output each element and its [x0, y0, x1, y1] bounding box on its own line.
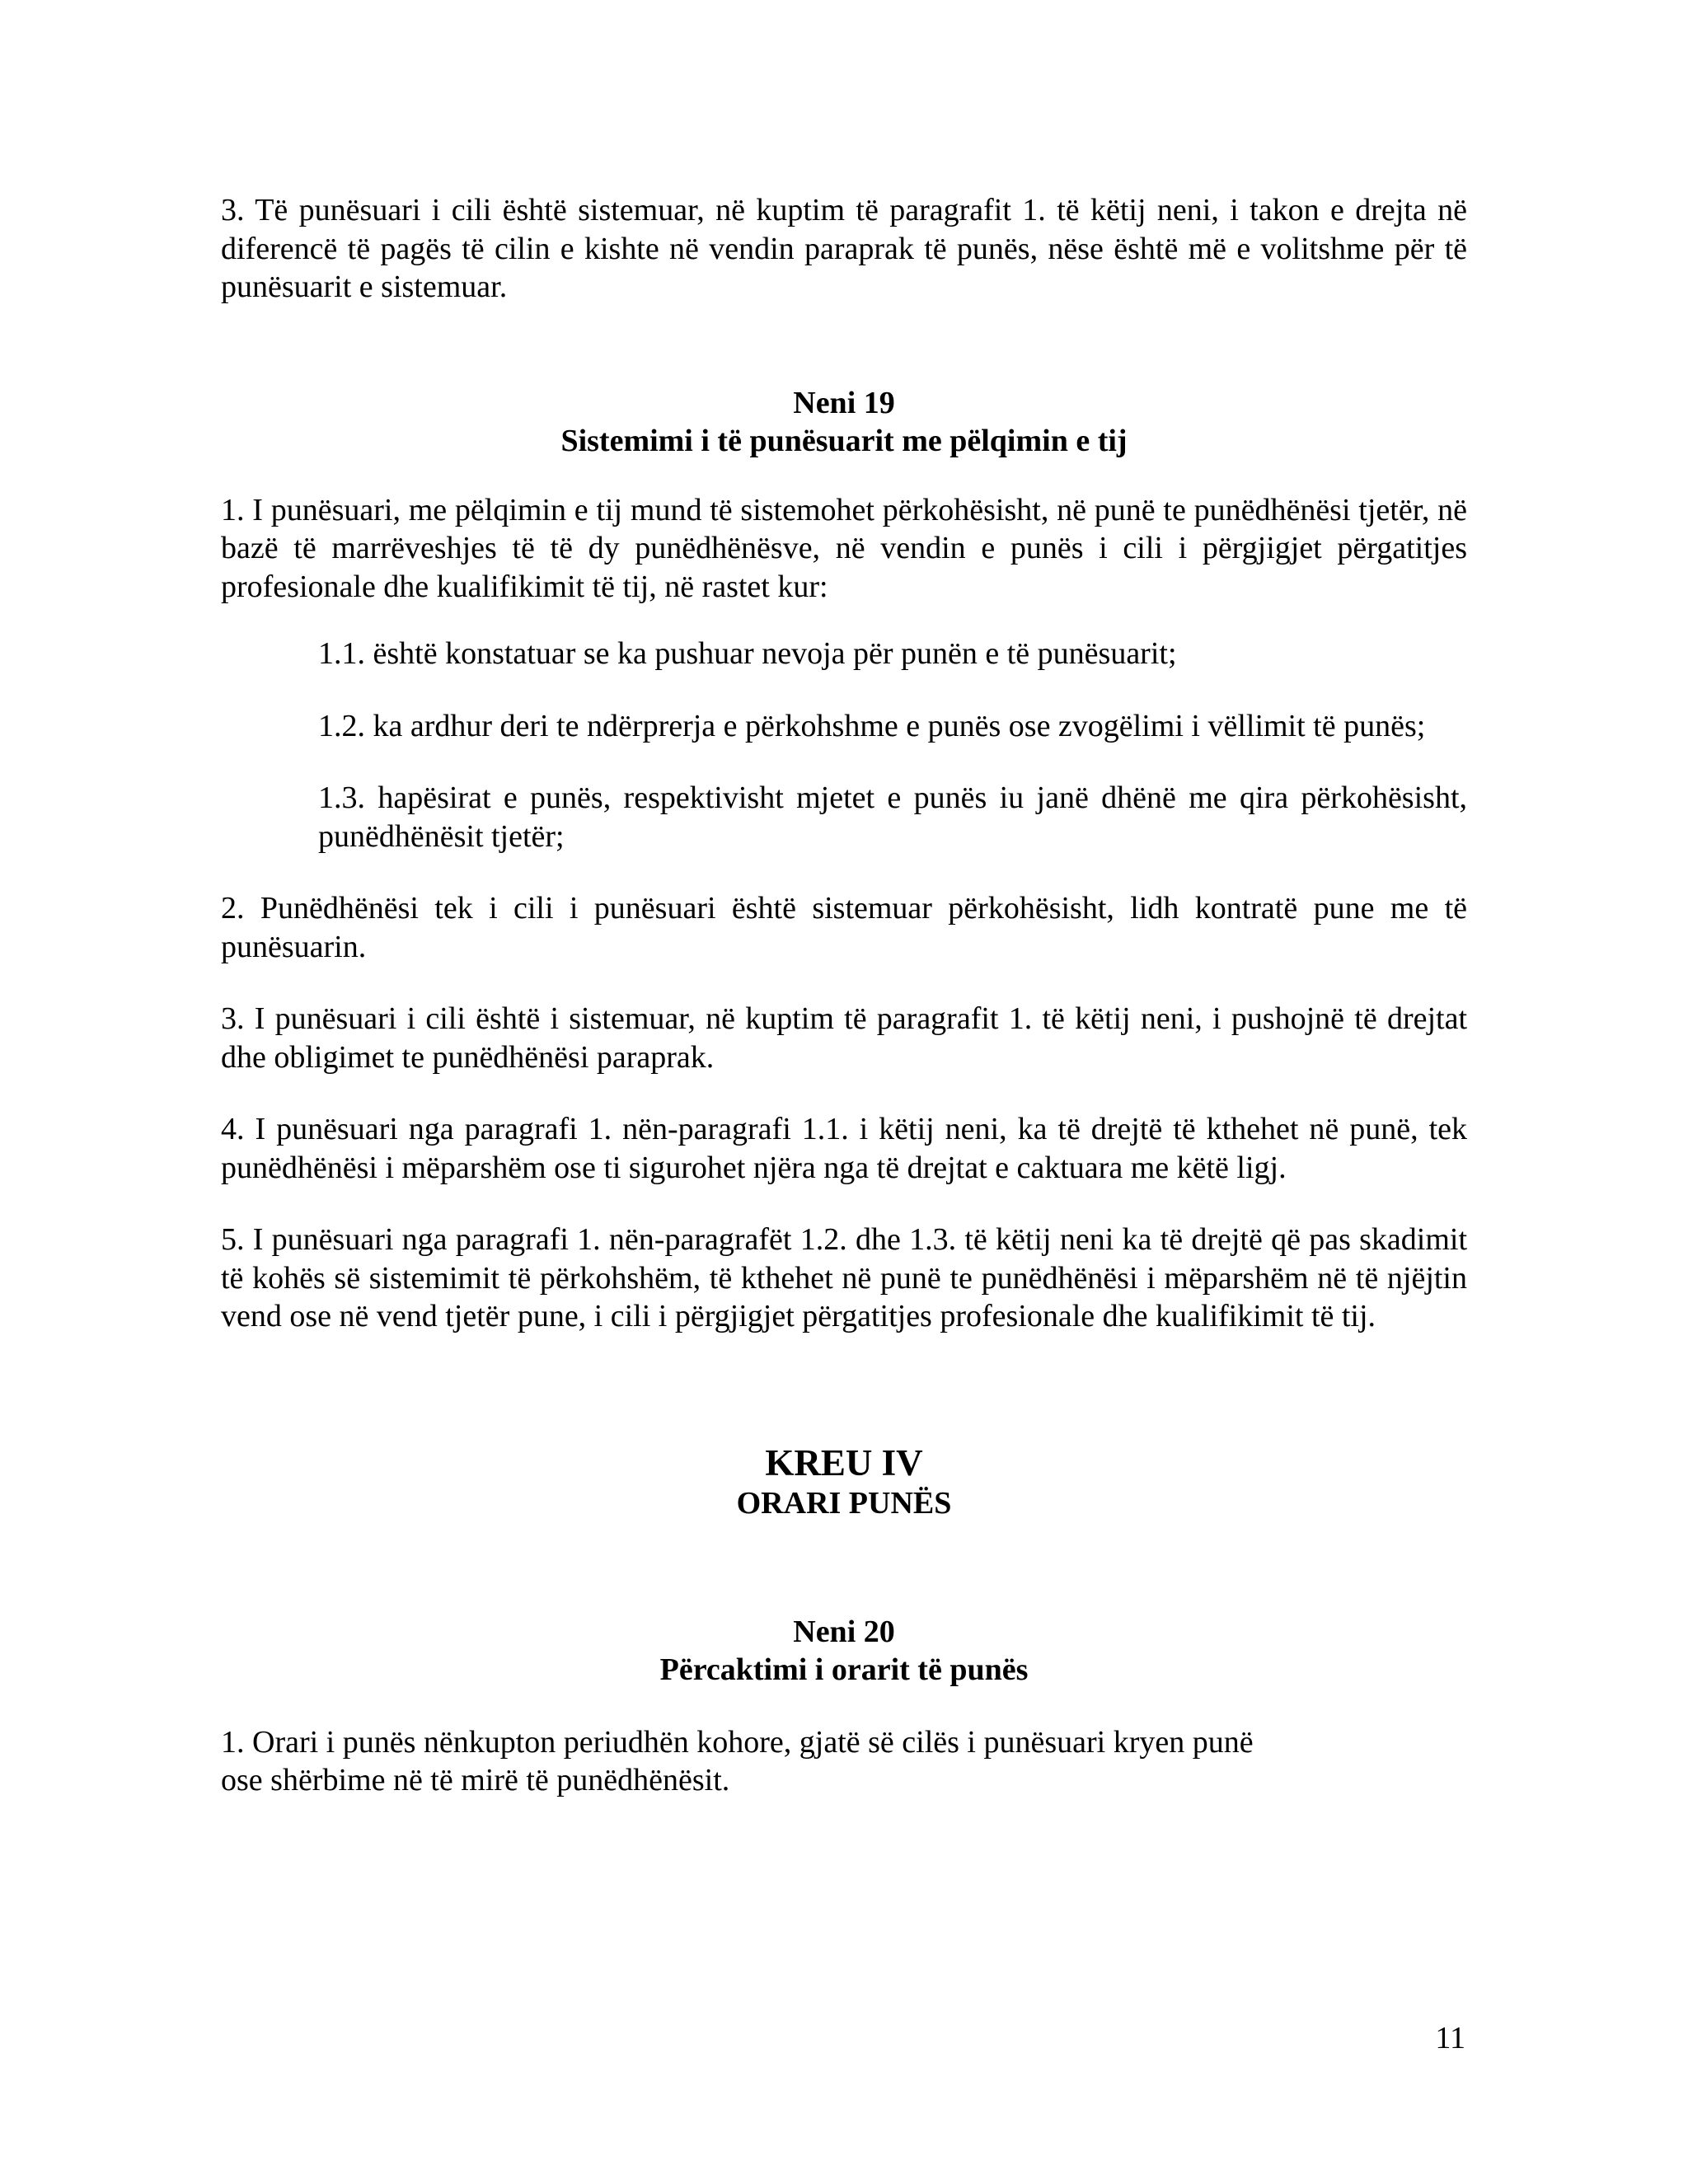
neni-19-number: Neni 19	[793, 385, 895, 420]
neni-19-item-1-3: 1.3. hapësirat e punës, respektivisht mjetet e punës iu janë dhënë me qira përkohësisht, punëdhënësit tjetër;	[318, 780, 1467, 854]
kreu-subtitle: ORARI PUNËS	[736, 1485, 952, 1521]
neni-19-paragraph-4: 4. I punësuari nga paragrafi 1. nën-paragrafi 1.1. i këtij neni, ka të drejtë të kthehet në punë, tek punëdhënësi i mëparshëm ose ti sigurohet njëra nga të drejtat e caktuara me këtë ligj.	[221, 1112, 1467, 1185]
neni-19-heading	[221, 384, 1467, 460]
page-number: 11	[1435, 2021, 1465, 2055]
neni-20-title: Përcaktimi i orarit të punës	[659, 1652, 1029, 1687]
neni-19-paragraph-1: 1. I punësuari, me pëlqimin e tij mund të sistemohet përkohësisht, në punë te punëdhënësi tjetër, në bazë të marrëveshjes të të dy punëdhënësve, në vendin e punës i cili i përgjigjet përgatitjes profesionale dhe kualifikimit të tij, në rastet kur:	[221, 492, 1467, 604]
neni-19-paragraph-2: 2. Punëdhënësi tek i cili i punësuari është sistemuar përkohësisht, lidh kontratë pune me të punësuarin.	[221, 891, 1467, 964]
neni-20-paragraph-1: 1. Orari i punës nënkupton periudhën kohore, gjatë së cilës i punësuari kryen punë ose shërbime në të mirë të punëdhënësit.	[221, 1724, 1254, 1797]
neni-19-item-1-2: 1.2. ka ardhur deri te ndërprerja e përkohshme e punës ose zvogëlimi i vëllimit të punës;	[318, 708, 1426, 743]
intro-paragraph-3: 3. Të punësuari i cili është sistemuar, në kuptim të paragrafit 1. të këtij neni, i takon e drejta në diferencë të pagës të cilin e kishte në vendin paraprak të punës, nëse është më e volitshme për të punësuarit e sistemuar.	[221, 193, 1467, 304]
neni-19-item-1-1: 1.1. është konstatuar se ka pushuar nevoja për punën e të punësuarit;	[318, 636, 1177, 671]
neni-19-paragraph-3: 3. I punësuari i cili është i sistemuar, në kuptim të paragrafit 1. të këtij neni, i pushojnë të drejtat dhe obligimet te punëdhënësi paraprak.	[221, 1001, 1467, 1075]
neni-19-title: Sistemimi i të punësuarit me pëlqimin e tij	[560, 423, 1128, 458]
kreu-heading	[221, 1441, 1467, 1522]
document-page	[221, 191, 1467, 1800]
neni-20-number: Neni 20	[793, 1614, 895, 1649]
kreu-title: KREU IV	[765, 1441, 923, 1483]
neni-19-paragraph-5: 5. I punësuari nga paragrafi 1. nën-paragrafët 1.2. dhe 1.3. të këtij neni ka të drejtë që pas skadimit të kohës së sistemimit të përkohshëm, të kthehet në punë te punëdhënësi i mëparshëm në të njëjtin vend ose në vend tjetër pune, i cili i përgjigjet përgatitjes profesionale dhe kualifikimit të tij.	[221, 1222, 1467, 1333]
neni-20-heading	[221, 1613, 1467, 1689]
